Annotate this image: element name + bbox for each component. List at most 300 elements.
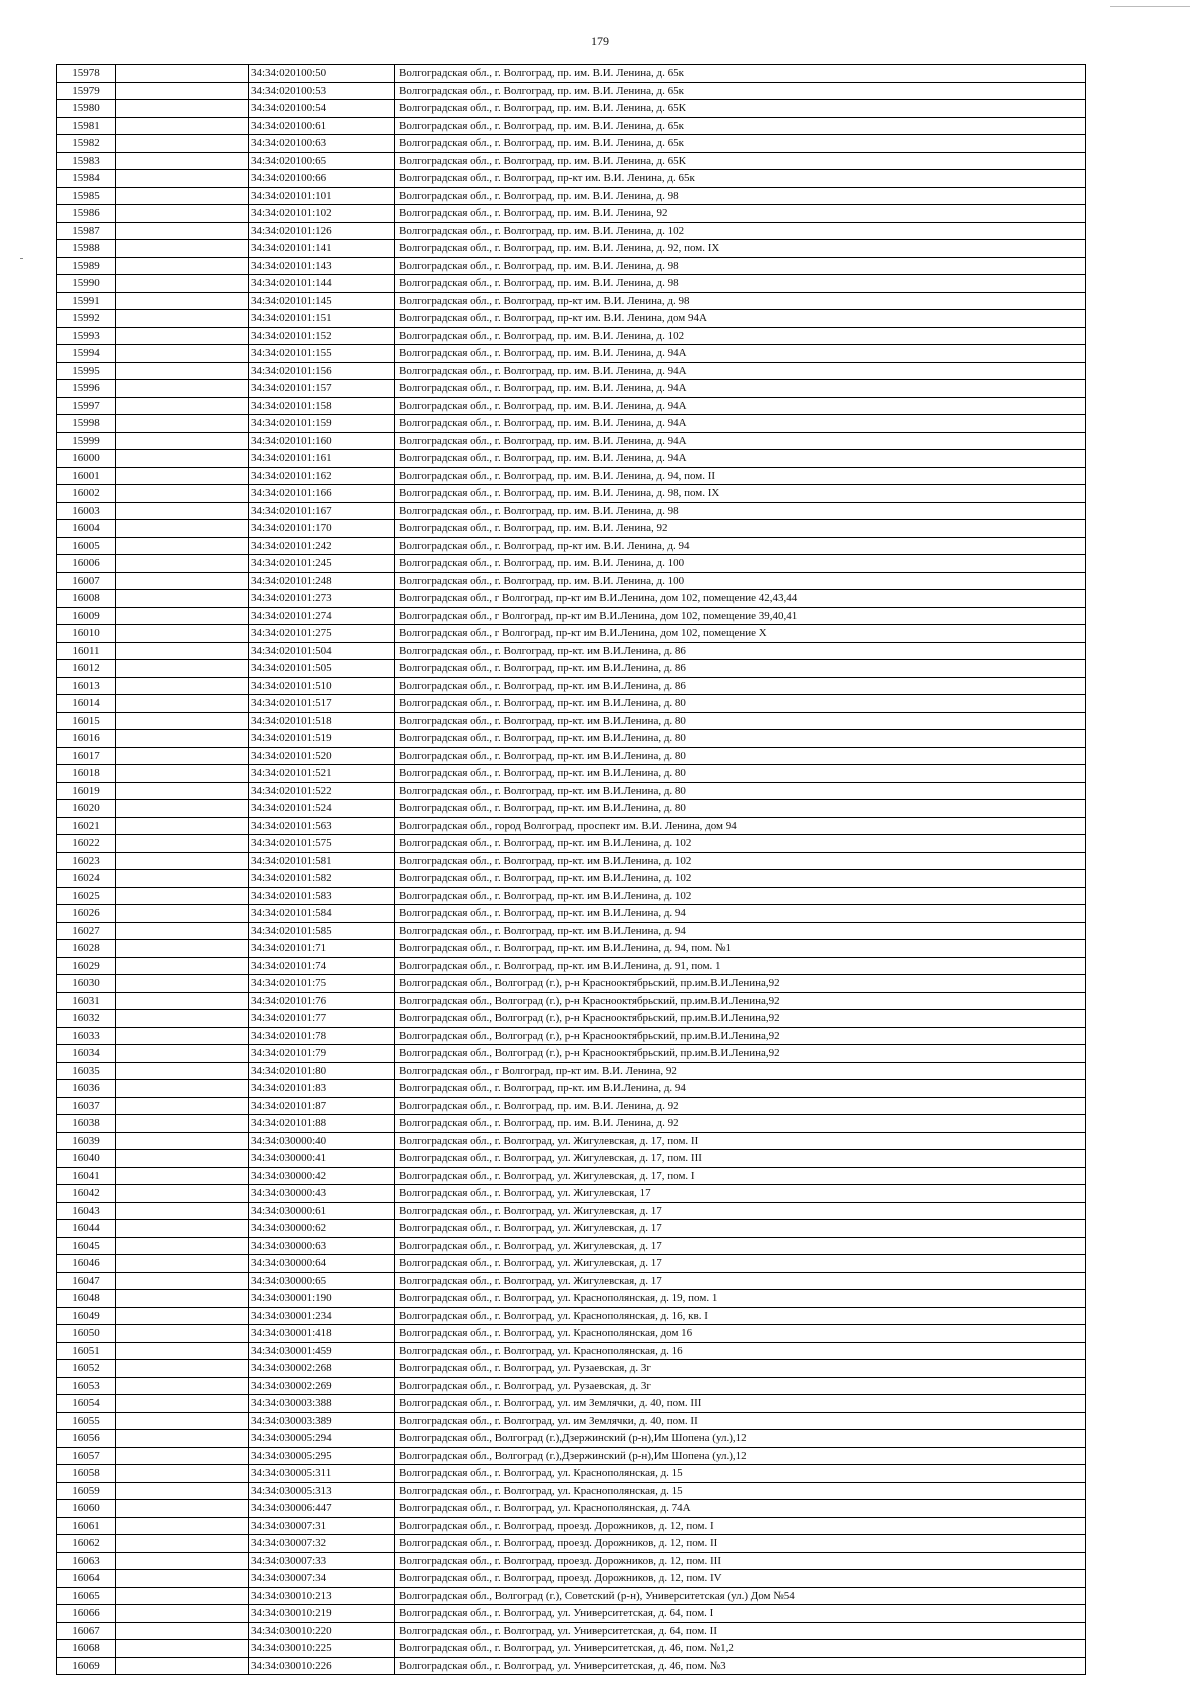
empty-cell xyxy=(116,1342,249,1360)
row-number-cell: 16028 xyxy=(57,940,116,958)
table-row xyxy=(57,1185,1086,1203)
row-number-cell: 16053 xyxy=(57,1377,116,1395)
table-row xyxy=(57,117,1086,135)
empty-cell xyxy=(116,170,249,188)
table-row xyxy=(57,677,1086,695)
cadastral-number-cell: 34:34:030002:268 xyxy=(249,1360,395,1378)
address-cell: Волгоградская обл., г. Волгоград, пр-кт им. В.И. Ленина, дом 94А xyxy=(395,310,1086,328)
row-number-cell: 16006 xyxy=(57,555,116,573)
table-row xyxy=(57,292,1086,310)
address-cell: Волгоградская обл., г. Волгоград, пр-кт. им В.И.Ленина, д. 94 xyxy=(395,1080,1086,1098)
address-cell: Волгоградская обл., г. Волгоград, ул. Рузаевская, д. 3г xyxy=(395,1360,1086,1378)
row-number-cell: 15984 xyxy=(57,170,116,188)
address-cell: Волгоградская обл., г. Волгоград, пр. им. В.И. Ленина, д. 92, пом. IX xyxy=(395,240,1086,258)
address-cell: Волгоградская обл., г. Волгоград, ул. Краснополянская, д. 74А xyxy=(395,1500,1086,1518)
row-number-cell: 16036 xyxy=(57,1080,116,1098)
cadastral-number-cell: 34:34:020100:61 xyxy=(249,117,395,135)
empty-cell xyxy=(116,625,249,643)
row-number-cell: 16065 xyxy=(57,1587,116,1605)
row-number-cell: 16013 xyxy=(57,677,116,695)
cadastral-number-cell: 34:34:020101:71 xyxy=(249,940,395,958)
address-cell: Волгоградская обл., г. Волгоград, пр-кт. им В.И.Ленина, д. 86 xyxy=(395,642,1086,660)
address-cell: Волгоградская обл., г. Волгоград, пр-кт. им В.И.Ленина, д. 102 xyxy=(395,852,1086,870)
empty-cell xyxy=(116,1430,249,1448)
address-cell: Волгоградская обл., г. Волгоград, пр. им. В.И. Ленина, д. 65к xyxy=(395,135,1086,153)
cadastral-number-cell: 34:34:020100:63 xyxy=(249,135,395,153)
empty-cell xyxy=(116,1587,249,1605)
cadastral-number-cell: 34:34:020101:145 xyxy=(249,292,395,310)
row-number-cell: 16054 xyxy=(57,1395,116,1413)
address-cell: Волгоградская обл., г. Волгоград, ул. Жигулевская, д. 17 xyxy=(395,1272,1086,1290)
cadastral-number-cell: 34:34:030000:42 xyxy=(249,1167,395,1185)
empty-cell xyxy=(116,135,249,153)
cadastral-number-cell: 34:34:020101:273 xyxy=(249,590,395,608)
table-row xyxy=(57,922,1086,940)
cadastral-number-cell: 34:34:020100:50 xyxy=(249,65,395,83)
row-number-cell: 16005 xyxy=(57,537,116,555)
address-cell: Волгоградская обл., г. Волгоград, ул. Жигулевская, д. 17 xyxy=(395,1202,1086,1220)
scan-edge-line xyxy=(1110,6,1190,7)
empty-cell xyxy=(116,1045,249,1063)
row-number-cell: 16026 xyxy=(57,905,116,923)
table-row xyxy=(57,975,1086,993)
address-cell: Волгоградская обл., г. Волгоград, ул. им Землячки, д. 40, пом. II xyxy=(395,1412,1086,1430)
cadastral-number-cell: 34:34:020101:157 xyxy=(249,380,395,398)
table-row xyxy=(57,765,1086,783)
table-row xyxy=(57,520,1086,538)
empty-cell xyxy=(116,730,249,748)
table-row xyxy=(57,1640,1086,1658)
address-cell: Волгоградская обл., г. Волгоград, пр. им. В.И. Ленина, д. 65к xyxy=(395,117,1086,135)
row-number-cell: 16031 xyxy=(57,992,116,1010)
row-number-cell: 15997 xyxy=(57,397,116,415)
cadastral-number-cell: 34:34:020101:152 xyxy=(249,327,395,345)
row-number-cell: 15988 xyxy=(57,240,116,258)
cadastral-number-cell: 34:34:020101:585 xyxy=(249,922,395,940)
empty-cell xyxy=(116,1360,249,1378)
empty-cell xyxy=(116,1097,249,1115)
table-row xyxy=(57,957,1086,975)
scan-margin-mark xyxy=(20,258,23,259)
address-cell: Волгоградская обл., г. Волгоград, пр-кт. им В.И.Ленина, д. 86 xyxy=(395,677,1086,695)
row-number-cell: 16058 xyxy=(57,1465,116,1483)
table-row xyxy=(57,1307,1086,1325)
cadastral-number-cell: 34:34:030000:61 xyxy=(249,1202,395,1220)
table-row xyxy=(57,310,1086,328)
table-row xyxy=(57,415,1086,433)
address-cell: Волгоградская обл., г. Волгоград, пр. им. В.И. Ленина, д. 94А xyxy=(395,432,1086,450)
cadastral-number-cell: 34:34:020101:521 xyxy=(249,765,395,783)
table-row xyxy=(57,590,1086,608)
cadastral-number-cell: 34:34:030001:418 xyxy=(249,1325,395,1343)
row-number-cell: 16060 xyxy=(57,1500,116,1518)
address-cell: Волгоградская обл., г. Волгоград, ул. Университетская, д. 64, пом. II xyxy=(395,1622,1086,1640)
address-cell: Волгоградская обл., Волгоград (г.), р-н Краснооктябрьский, пр.им.В.И.Ленина,92 xyxy=(395,992,1086,1010)
row-number-cell: 16003 xyxy=(57,502,116,520)
table-row xyxy=(57,800,1086,818)
row-number-cell: 16068 xyxy=(57,1640,116,1658)
cadastral-number-cell: 34:34:020101:275 xyxy=(249,625,395,643)
address-cell: Волгоградская обл., г. Волгоград, пр-кт. им В.И.Ленина, д. 102 xyxy=(395,870,1086,888)
row-number-cell: 16037 xyxy=(57,1097,116,1115)
row-number-cell: 15980 xyxy=(57,100,116,118)
cadastral-number-cell: 34:34:020101:583 xyxy=(249,887,395,905)
row-number-cell: 15978 xyxy=(57,65,116,83)
address-cell: Волгоградская обл., г. Волгоград, ул. Краснополянская, д. 16, кв. I xyxy=(395,1307,1086,1325)
cadastral-number-cell: 34:34:020101:160 xyxy=(249,432,395,450)
empty-cell xyxy=(116,1640,249,1658)
table-row xyxy=(57,485,1086,503)
address-cell: Волгоградская обл., г. Волгоград, пр. им. В.И. Ленина, д. 65к xyxy=(395,82,1086,100)
empty-cell xyxy=(116,1150,249,1168)
row-number-cell: 15998 xyxy=(57,415,116,433)
address-cell: Волгоградская обл., г. Волгоград, ул. Жигулевская, д. 17 xyxy=(395,1237,1086,1255)
row-number-cell: 16012 xyxy=(57,660,116,678)
address-cell: Волгоградская обл., г. Волгоград, пр-кт им. В.И. Ленина, д. 98 xyxy=(395,292,1086,310)
cadastral-number-cell: 34:34:020101:504 xyxy=(249,642,395,660)
empty-cell xyxy=(116,1605,249,1623)
cadastral-number-cell: 34:34:020101:156 xyxy=(249,362,395,380)
address-cell: Волгоградская обл., г Волгоград, пр-кт им В.И.Ленина, дом 102, помещение 42,43,44 xyxy=(395,590,1086,608)
table-row xyxy=(57,222,1086,240)
table-row xyxy=(57,1202,1086,1220)
cadastral-number-cell: 34:34:030000:62 xyxy=(249,1220,395,1238)
table-row xyxy=(57,450,1086,468)
address-cell: Волгоградская обл., Волгоград (г.), р-н Краснооктябрьский, пр.им.В.И.Ленина,92 xyxy=(395,1045,1086,1063)
table-row xyxy=(57,625,1086,643)
cadastral-number-cell: 34:34:020101:141 xyxy=(249,240,395,258)
cadastral-number-cell: 34:34:030005:313 xyxy=(249,1482,395,1500)
empty-cell xyxy=(116,712,249,730)
empty-cell xyxy=(116,345,249,363)
row-number-cell: 16030 xyxy=(57,975,116,993)
row-number-cell: 15994 xyxy=(57,345,116,363)
empty-cell xyxy=(116,1272,249,1290)
cadastral-number-cell: 34:34:030005:295 xyxy=(249,1447,395,1465)
row-number-cell: 16021 xyxy=(57,817,116,835)
table-row xyxy=(57,65,1086,83)
empty-cell xyxy=(116,1325,249,1343)
cadastral-number-cell: 34:34:020101:102 xyxy=(249,205,395,223)
table-row xyxy=(57,1430,1086,1448)
row-number-cell: 15979 xyxy=(57,82,116,100)
cadastral-number-cell: 34:34:030001:190 xyxy=(249,1290,395,1308)
cadastral-number-cell: 34:34:020101:245 xyxy=(249,555,395,573)
empty-cell xyxy=(116,1395,249,1413)
table-row xyxy=(57,695,1086,713)
address-cell: Волгоградская обл., г. Волгоград, ул. Университетская, д. 46, пом. №1,2 xyxy=(395,1640,1086,1658)
row-number-cell: 16035 xyxy=(57,1062,116,1080)
empty-cell xyxy=(116,1307,249,1325)
row-number-cell: 16018 xyxy=(57,765,116,783)
empty-cell xyxy=(116,502,249,520)
cadastral-number-cell: 34:34:020101:88 xyxy=(249,1115,395,1133)
cadastral-number-cell: 34:34:020101:155 xyxy=(249,345,395,363)
address-cell: Волгоградская обл., г. Волгоград, ул. Жигулевская, д. 17, пом. II xyxy=(395,1132,1086,1150)
cadastral-number-cell: 34:34:030007:31 xyxy=(249,1517,395,1535)
row-number-cell: 16011 xyxy=(57,642,116,660)
address-cell: Волгоградская обл., г. Волгоград, проезд. Дорожников, д. 12, пом. IV xyxy=(395,1570,1086,1588)
row-number-cell: 16033 xyxy=(57,1027,116,1045)
table-row xyxy=(57,82,1086,100)
cadastral-number-cell: 34:34:020100:54 xyxy=(249,100,395,118)
table-row xyxy=(57,1500,1086,1518)
cadastral-number-cell: 34:34:020101:159 xyxy=(249,415,395,433)
cadastral-number-cell: 34:34:030010:220 xyxy=(249,1622,395,1640)
address-cell: Волгоградская обл., Волгоград (г.),Дзержинский (р-н),Им Шопена (ул.),12 xyxy=(395,1430,1086,1448)
cadastral-number-cell: 34:34:030010:225 xyxy=(249,1640,395,1658)
empty-cell xyxy=(116,905,249,923)
registry-table-container xyxy=(56,64,1086,1675)
table-row xyxy=(57,1010,1086,1028)
registry-table-body xyxy=(57,65,1086,1675)
table-row xyxy=(57,100,1086,118)
row-number-cell: 15985 xyxy=(57,187,116,205)
table-row xyxy=(57,275,1086,293)
empty-cell xyxy=(116,240,249,258)
address-cell: Волгоградская обл., г. Волгоград, пр. им. В.И. Ленина, д. 102 xyxy=(395,222,1086,240)
table-row xyxy=(57,1062,1086,1080)
table-row xyxy=(57,572,1086,590)
table-row xyxy=(57,1080,1086,1098)
row-number-cell: 16059 xyxy=(57,1482,116,1500)
table-row xyxy=(57,1570,1086,1588)
empty-cell xyxy=(116,1080,249,1098)
empty-cell xyxy=(116,1657,249,1675)
table-row xyxy=(57,1517,1086,1535)
row-number-cell: 16034 xyxy=(57,1045,116,1063)
cadastral-number-cell: 34:34:030003:388 xyxy=(249,1395,395,1413)
registry-table xyxy=(56,64,1086,1675)
table-row xyxy=(57,1535,1086,1553)
empty-cell xyxy=(116,117,249,135)
table-row xyxy=(57,1587,1086,1605)
cadastral-number-cell: 34:34:020100:66 xyxy=(249,170,395,188)
address-cell: Волгоградская обл., г. Волгоград, пр. им. В.И. Ленина, д. 98 xyxy=(395,257,1086,275)
empty-cell xyxy=(116,205,249,223)
address-cell: Волгоградская обл., г. Волгоград, пр. им. В.И. Ленина, д. 102 xyxy=(395,327,1086,345)
address-cell: Волгоградская обл., г. Волгоград, ул. Краснополянская, д. 15 xyxy=(395,1482,1086,1500)
cadastral-number-cell: 34:34:020101:584 xyxy=(249,905,395,923)
table-row xyxy=(57,502,1086,520)
cadastral-number-cell: 34:34:020101:76 xyxy=(249,992,395,1010)
row-number-cell: 16043 xyxy=(57,1202,116,1220)
empty-cell xyxy=(116,870,249,888)
empty-cell xyxy=(116,1412,249,1430)
empty-cell xyxy=(116,1465,249,1483)
empty-cell xyxy=(116,1027,249,1045)
table-row xyxy=(57,1342,1086,1360)
cadastral-number-cell: 34:34:020101:170 xyxy=(249,520,395,538)
cadastral-number-cell: 34:34:020101:166 xyxy=(249,485,395,503)
table-row xyxy=(57,1272,1086,1290)
row-number-cell: 15991 xyxy=(57,292,116,310)
address-cell: Волгоградская обл., г. Волгоград, пр. им. В.И. Ленина, д. 100 xyxy=(395,572,1086,590)
row-number-cell: 16014 xyxy=(57,695,116,713)
cadastral-number-cell: 34:34:020101:74 xyxy=(249,957,395,975)
row-number-cell: 15987 xyxy=(57,222,116,240)
address-cell: Волгоградская обл., г. Волгоград, пр. им. В.И. Ленина, д. 94А xyxy=(395,380,1086,398)
address-cell: Волгоградская обл., г. Волгоград, ул. Рузаевская, д. 3г xyxy=(395,1377,1086,1395)
cadastral-number-cell: 34:34:030007:33 xyxy=(249,1552,395,1570)
address-cell: Волгоградская обл., г. Волгоград, ул. Жигулевская, д. 17 xyxy=(395,1255,1086,1273)
empty-cell xyxy=(116,817,249,835)
row-number-cell: 16056 xyxy=(57,1430,116,1448)
cadastral-number-cell: 34:34:020101:80 xyxy=(249,1062,395,1080)
row-number-cell: 15996 xyxy=(57,380,116,398)
address-cell: Волгоградская обл., г. Волгоград, пр. им. В.И. Ленина, д. 98 xyxy=(395,275,1086,293)
table-row xyxy=(57,257,1086,275)
table-row xyxy=(57,1237,1086,1255)
cadastral-number-cell: 34:34:020101:522 xyxy=(249,782,395,800)
empty-cell xyxy=(116,607,249,625)
table-row xyxy=(57,1412,1086,1430)
row-number-cell: 16027 xyxy=(57,922,116,940)
row-number-cell: 16007 xyxy=(57,572,116,590)
row-number-cell: 16010 xyxy=(57,625,116,643)
address-cell: Волгоградская обл., г. Волгоград, пр-кт. им В.И.Ленина, д. 102 xyxy=(395,887,1086,905)
empty-cell xyxy=(116,1290,249,1308)
table-row xyxy=(57,135,1086,153)
table-row xyxy=(57,870,1086,888)
row-number-cell: 16032 xyxy=(57,1010,116,1028)
cadastral-number-cell: 34:34:020101:274 xyxy=(249,607,395,625)
table-row xyxy=(57,1377,1086,1395)
table-row xyxy=(57,555,1086,573)
row-number-cell: 16051 xyxy=(57,1342,116,1360)
address-cell: Волгоградская обл., г Волгоград, пр-кт им В.И.Ленина, дом 102, помещение 39,40,41 xyxy=(395,607,1086,625)
cadastral-number-cell: 34:34:030002:269 xyxy=(249,1377,395,1395)
row-number-cell: 16049 xyxy=(57,1307,116,1325)
table-row xyxy=(57,170,1086,188)
cadastral-number-cell: 34:34:020100:65 xyxy=(249,152,395,170)
empty-cell xyxy=(116,1202,249,1220)
address-cell: Волгоградская обл., г Волгоград, пр-кт им. В.И. Ленина, 92 xyxy=(395,1062,1086,1080)
address-cell: Волгоградская обл., г. Волгоград, ул. им Землячки, д. 40, пом. III xyxy=(395,1395,1086,1413)
table-row xyxy=(57,747,1086,765)
address-cell: Волгоградская обл., Волгоград (г.), р-н Краснооктябрьский, пр.им.В.И.Ленина,92 xyxy=(395,1027,1086,1045)
address-cell: Волгоградская обл., г. Волгоград, пр-кт. им В.И.Ленина, д. 94, пом. №1 xyxy=(395,940,1086,958)
table-row xyxy=(57,467,1086,485)
cadastral-number-cell: 34:34:020101:510 xyxy=(249,677,395,695)
row-number-cell: 16001 xyxy=(57,467,116,485)
cadastral-number-cell: 34:34:020101:582 xyxy=(249,870,395,888)
address-cell: Волгоградская обл., г Волгоград, пр-кт им В.И.Ленина, дом 102, помещение X xyxy=(395,625,1086,643)
table-row xyxy=(57,642,1086,660)
row-number-cell: 15982 xyxy=(57,135,116,153)
address-cell: Волгоградская обл., г. Волгоград, ул. Жигулевская, д. 17, пом. I xyxy=(395,1167,1086,1185)
table-row xyxy=(57,607,1086,625)
row-number-cell: 16061 xyxy=(57,1517,116,1535)
address-cell: Волгоградская обл., г. Волгоград, пр-кт им. В.И. Ленина, д. 94 xyxy=(395,537,1086,555)
cadastral-number-cell: 34:34:030001:234 xyxy=(249,1307,395,1325)
address-cell: Волгоградская обл., г. Волгоград, пр-кт. им В.И.Ленина, д. 80 xyxy=(395,782,1086,800)
table-row xyxy=(57,1657,1086,1675)
address-cell: Волгоградская обл., г. Волгоград, пр-кт. им В.И.Ленина, д. 102 xyxy=(395,835,1086,853)
cadastral-number-cell: 34:34:020101:78 xyxy=(249,1027,395,1045)
empty-cell xyxy=(116,992,249,1010)
table-row xyxy=(57,1465,1086,1483)
row-number-cell: 16002 xyxy=(57,485,116,503)
empty-cell xyxy=(116,187,249,205)
address-cell: Волгоградская обл., г. Волгоград, пр-кт. им В.И.Ленина, д. 86 xyxy=(395,660,1086,678)
address-cell: Волгоградская обл., г. Волгоград, пр-кт. им В.И.Ленина, д. 80 xyxy=(395,800,1086,818)
empty-cell xyxy=(116,1447,249,1465)
table-row xyxy=(57,992,1086,1010)
cadastral-number-cell: 34:34:030003:389 xyxy=(249,1412,395,1430)
table-row xyxy=(57,782,1086,800)
row-number-cell: 16015 xyxy=(57,712,116,730)
table-row xyxy=(57,432,1086,450)
cadastral-number-cell: 34:34:020101:77 xyxy=(249,1010,395,1028)
table-row xyxy=(57,327,1086,345)
empty-cell xyxy=(116,695,249,713)
row-number-cell: 16029 xyxy=(57,957,116,975)
cadastral-number-cell: 34:34:030007:32 xyxy=(249,1535,395,1553)
address-cell: Волгоградская обл., г. Волгоград, ул. Краснополянская, дом 16 xyxy=(395,1325,1086,1343)
table-row xyxy=(57,712,1086,730)
row-number-cell: 15981 xyxy=(57,117,116,135)
row-number-cell: 15992 xyxy=(57,310,116,328)
address-cell: Волгоградская обл., г. Волгоград, пр-кт. им В.И.Ленина, д. 94 xyxy=(395,905,1086,923)
empty-cell xyxy=(116,537,249,555)
cadastral-number-cell: 34:34:030000:63 xyxy=(249,1237,395,1255)
cadastral-number-cell: 34:34:020101:167 xyxy=(249,502,395,520)
row-number-cell: 16047 xyxy=(57,1272,116,1290)
empty-cell xyxy=(116,1500,249,1518)
empty-cell xyxy=(116,975,249,993)
cadastral-number-cell: 34:34:020101:520 xyxy=(249,747,395,765)
row-number-cell: 16038 xyxy=(57,1115,116,1133)
table-row xyxy=(57,380,1086,398)
empty-cell xyxy=(116,1010,249,1028)
empty-cell xyxy=(116,677,249,695)
address-cell: Волгоградская обл., г. Волгоград, пр. им. В.И. Ленина, д. 98, пом. IX xyxy=(395,485,1086,503)
table-row xyxy=(57,887,1086,905)
table-row xyxy=(57,240,1086,258)
cadastral-number-cell: 34:34:020101:87 xyxy=(249,1097,395,1115)
empty-cell xyxy=(116,572,249,590)
empty-cell xyxy=(116,852,249,870)
cadastral-number-cell: 34:34:020101:505 xyxy=(249,660,395,678)
empty-cell xyxy=(116,292,249,310)
address-cell: Волгоградская обл., город Волгоград, проспект им. В.И. Ленина, дом 94 xyxy=(395,817,1086,835)
empty-cell xyxy=(116,380,249,398)
row-number-cell: 16063 xyxy=(57,1552,116,1570)
row-number-cell: 16045 xyxy=(57,1237,116,1255)
empty-cell xyxy=(116,275,249,293)
cadastral-number-cell: 34:34:030005:311 xyxy=(249,1465,395,1483)
address-cell: Волгоградская обл., г. Волгоград, пр. им. В.И. Ленина, д. 92 xyxy=(395,1115,1086,1133)
cadastral-number-cell: 34:34:020101:144 xyxy=(249,275,395,293)
row-number-cell: 15999 xyxy=(57,432,116,450)
table-row xyxy=(57,817,1086,835)
row-number-cell: 16020 xyxy=(57,800,116,818)
address-cell: Волгоградская обл., г. Волгоград, пр. им. В.И. Ленина, д. 98 xyxy=(395,502,1086,520)
empty-cell xyxy=(116,835,249,853)
table-row xyxy=(57,660,1086,678)
empty-cell xyxy=(116,1377,249,1395)
table-row xyxy=(57,537,1086,555)
address-cell: Волгоградская обл., г. Волгоград, пр-кт. им В.И.Ленина, д. 80 xyxy=(395,747,1086,765)
row-number-cell: 16067 xyxy=(57,1622,116,1640)
row-number-cell: 16008 xyxy=(57,590,116,608)
table-row xyxy=(57,1395,1086,1413)
address-cell: Волгоградская обл., г. Волгоград, ул. Жигулевская, д. 17 xyxy=(395,1220,1086,1238)
address-cell: Волгоградская обл., г. Волгоград, пр. им. В.И. Ленина, д. 94А xyxy=(395,415,1086,433)
cadastral-number-cell: 34:34:020101:517 xyxy=(249,695,395,713)
row-number-cell: 16004 xyxy=(57,520,116,538)
